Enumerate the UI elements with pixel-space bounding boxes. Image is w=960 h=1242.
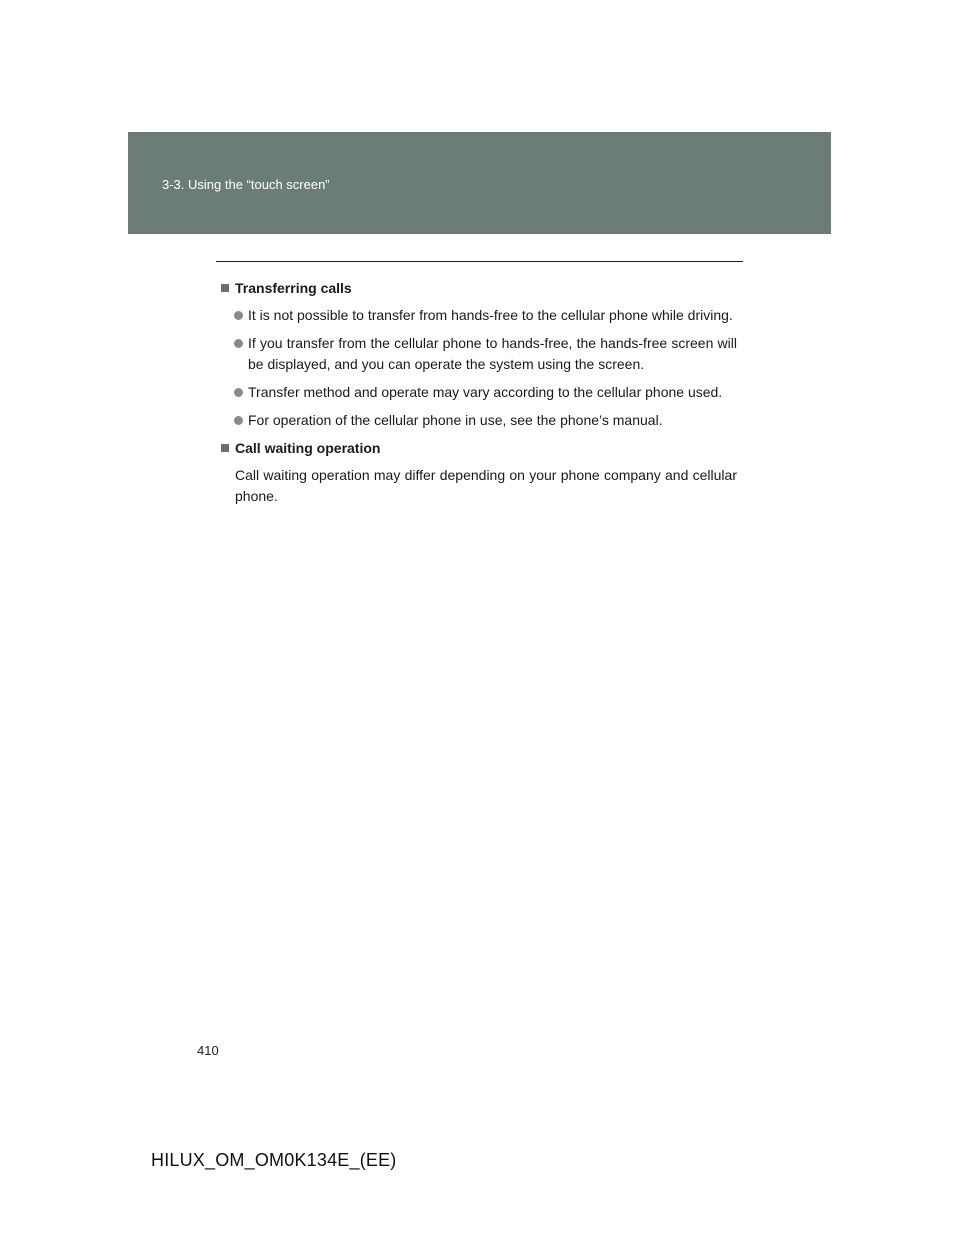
main-content bbox=[216, 278, 737, 507]
list-item bbox=[216, 305, 737, 326]
section-header-band bbox=[128, 132, 831, 234]
square-bullet-icon bbox=[221, 284, 229, 292]
section-heading-call-waiting bbox=[216, 438, 737, 459]
list-item-text: Transfer method and operate may vary according to the cellular phone used. bbox=[248, 384, 723, 400]
list-item bbox=[216, 333, 737, 375]
document-code: HILUX_OM_OM0K134E_(EE) bbox=[151, 1150, 397, 1170]
section-heading-transferring-calls bbox=[216, 278, 737, 299]
list-item-text: It is not possible to transfer from hands-free to the cellular phone while driving. bbox=[248, 307, 733, 323]
round-bullet-icon bbox=[234, 339, 243, 348]
list-item bbox=[216, 382, 737, 403]
list-item-text: If you transfer from the cellular phone to hands-free, the hands-free screen will be displayed, and you can operate the system using the screen. bbox=[248, 335, 737, 372]
square-bullet-icon bbox=[221, 444, 229, 452]
round-bullet-icon bbox=[234, 416, 243, 425]
section-title: 3-3. Using the “touch screen” bbox=[162, 177, 330, 192]
call-waiting-paragraph: Call waiting operation may differ depending on your phone company and cellular phone. bbox=[235, 467, 737, 504]
page-number: 410 bbox=[197, 1043, 219, 1058]
section-heading-text: Transferring calls bbox=[235, 280, 352, 296]
list-item bbox=[216, 410, 737, 431]
list-item-text: For operation of the cellular phone in use, see the phone’s manual. bbox=[248, 412, 663, 428]
round-bullet-icon bbox=[234, 311, 243, 320]
round-bullet-icon bbox=[234, 388, 243, 397]
section-heading-text: Call waiting operation bbox=[235, 440, 381, 456]
section-divider bbox=[216, 261, 743, 262]
